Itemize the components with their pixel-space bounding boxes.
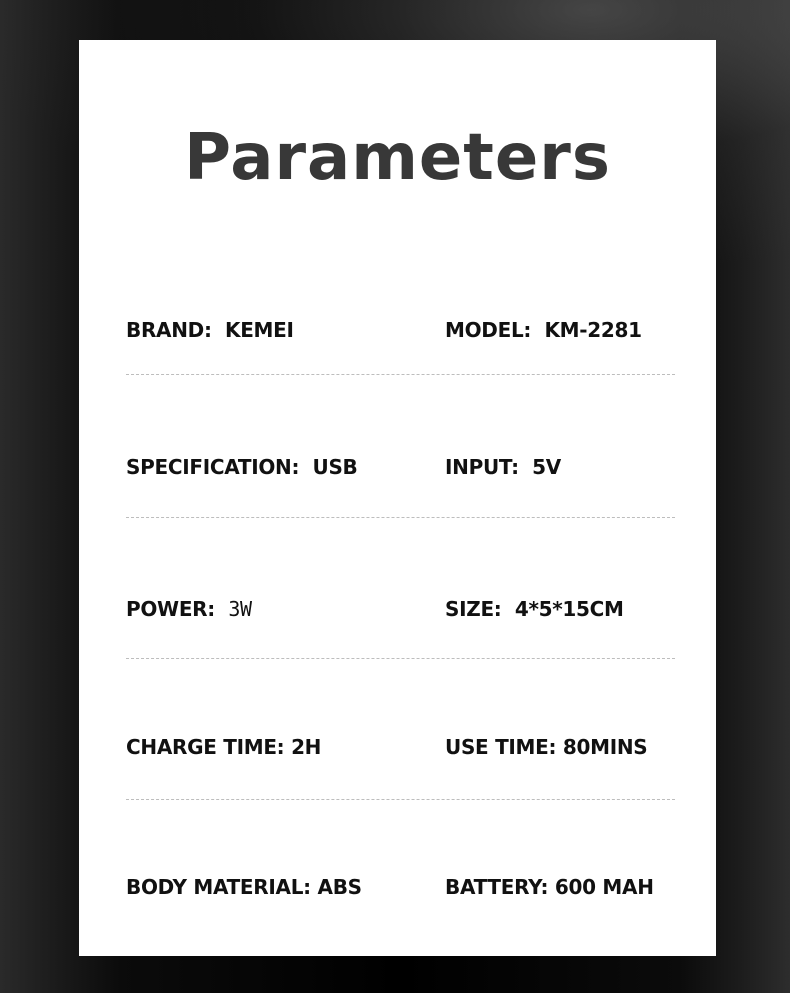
row-divider	[126, 517, 675, 518]
param-value: USB	[312, 455, 358, 479]
param-body-material	[126, 874, 362, 900]
param-label: BATTERY:	[445, 875, 549, 899]
row-divider	[126, 374, 675, 375]
param-label: SPECIFICATION:	[126, 455, 300, 479]
param-size	[445, 596, 624, 622]
param-value: KM-2281	[544, 318, 642, 342]
param-value: ABS	[317, 875, 362, 899]
param-label: INPUT:	[445, 455, 519, 479]
param-specification	[126, 454, 358, 480]
param-label: BODY MATERIAL:	[126, 875, 311, 899]
param-input	[445, 454, 561, 480]
param-row-brand-model	[126, 317, 676, 343]
param-value: 4*5*15CM	[514, 597, 624, 621]
row-divider	[126, 658, 675, 659]
param-model	[445, 317, 642, 343]
param-value: 80MINS	[562, 735, 648, 759]
param-label: BRAND:	[126, 318, 212, 342]
parameters-card	[79, 40, 716, 956]
param-value: 2H	[291, 735, 322, 759]
param-row-material-battery	[126, 874, 676, 900]
param-brand	[126, 317, 294, 343]
param-charge-time	[126, 734, 321, 760]
param-label: USE TIME:	[445, 735, 557, 759]
param-value: 3W	[228, 597, 252, 621]
row-divider	[126, 799, 675, 800]
param-use-time	[445, 734, 647, 760]
param-label: CHARGE TIME:	[126, 735, 285, 759]
param-value: 5V	[532, 455, 561, 479]
param-label: POWER:	[126, 597, 215, 621]
param-row-spec-input	[126, 454, 676, 480]
param-row-power-size	[126, 596, 676, 622]
param-row-charge-use	[126, 734, 676, 760]
param-value: 600 MAH	[554, 875, 654, 899]
page-title: Parameters	[184, 121, 611, 195]
param-value: KEMEI	[225, 318, 294, 342]
param-power	[126, 596, 252, 622]
param-label: SIZE:	[445, 597, 502, 621]
param-label: MODEL:	[445, 318, 532, 342]
param-battery	[445, 874, 654, 900]
